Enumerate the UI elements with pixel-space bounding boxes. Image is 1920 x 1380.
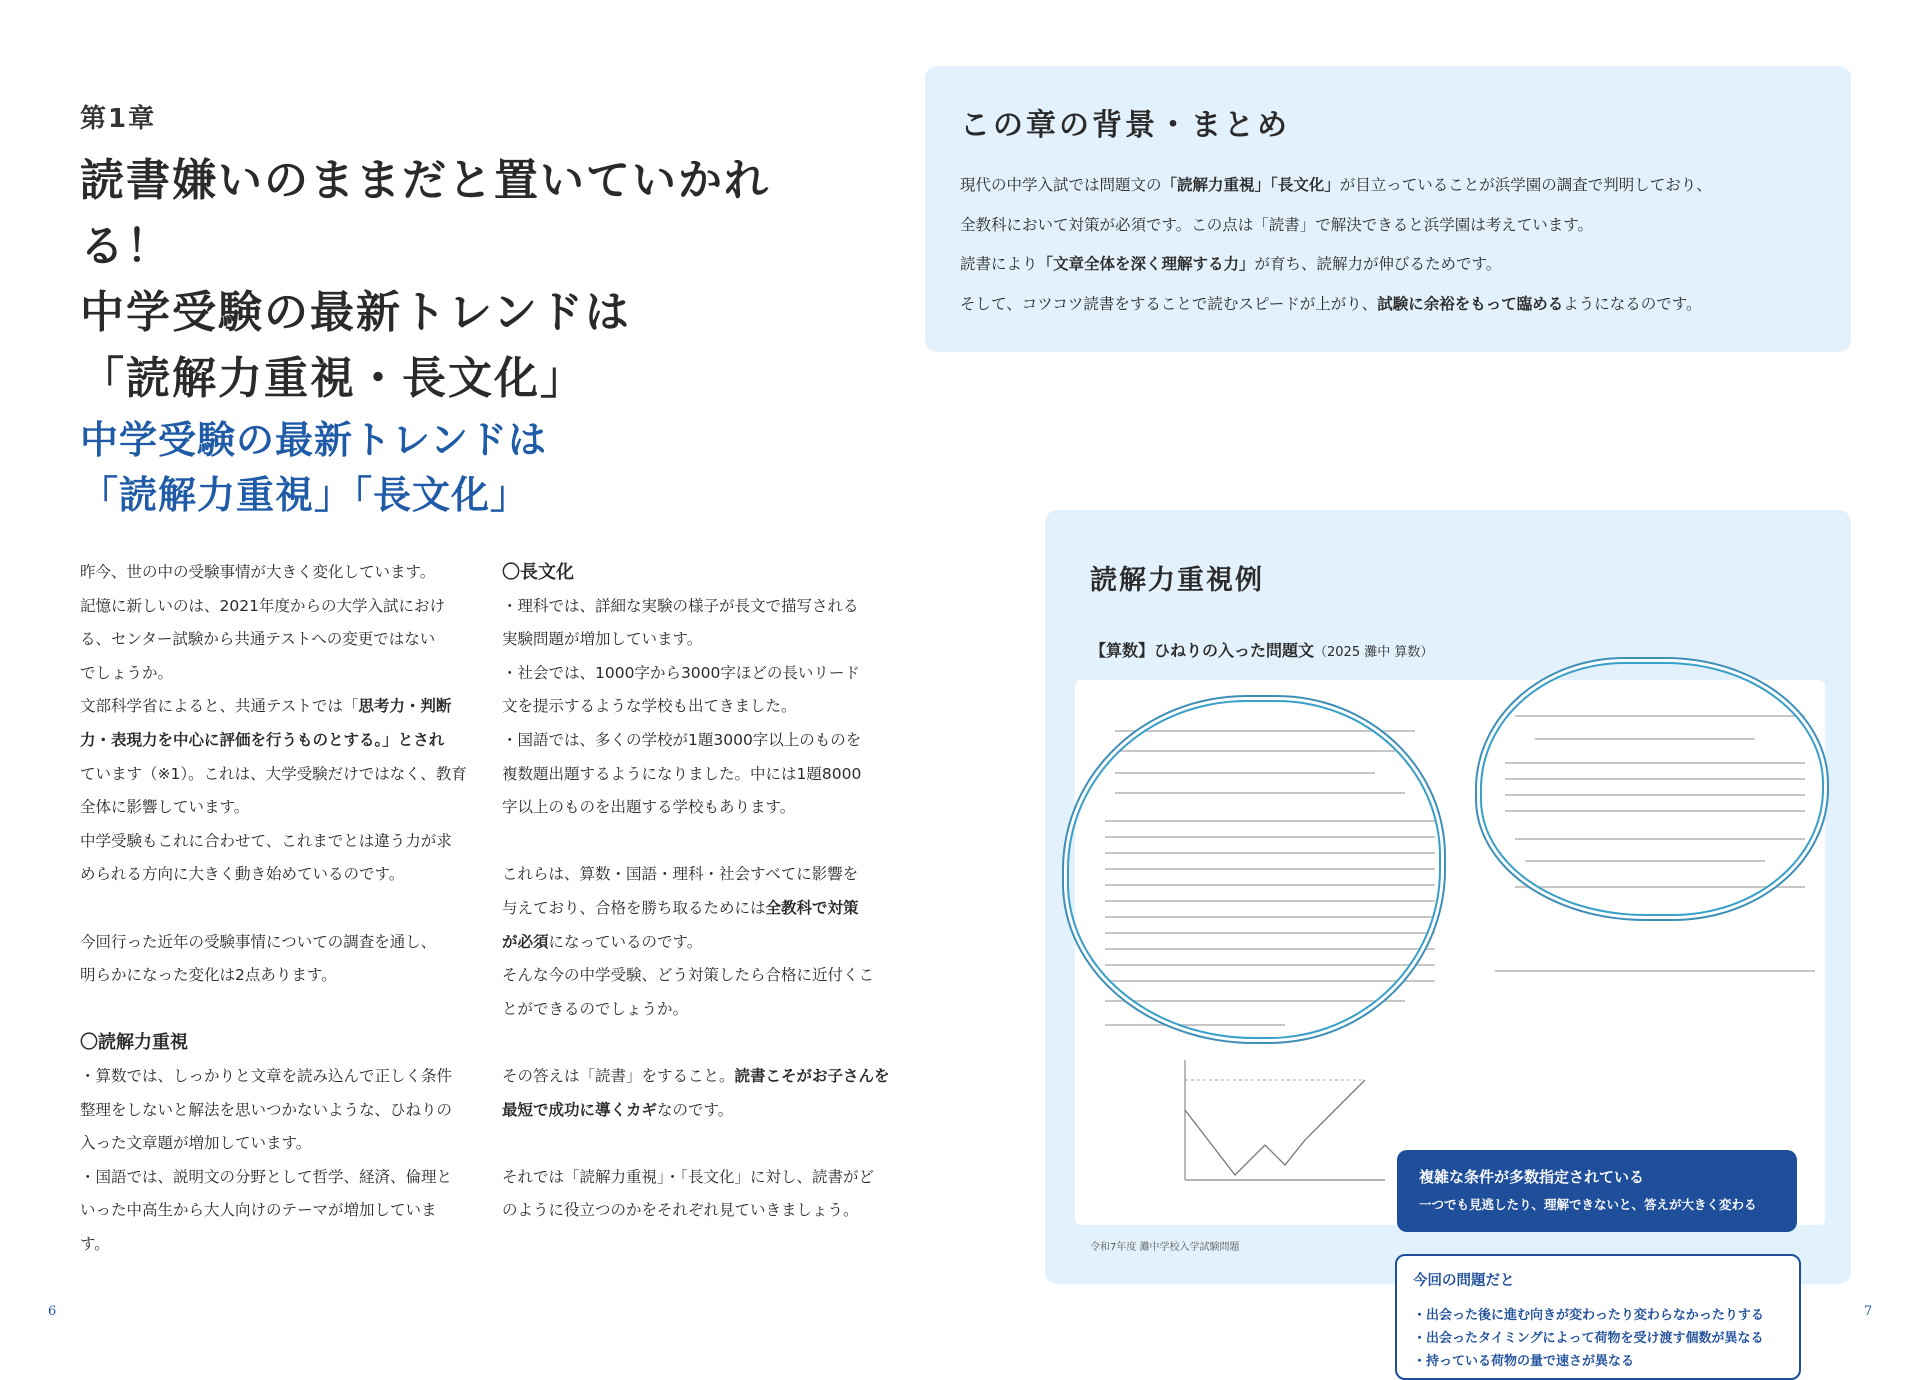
- body-line: が必須になっているのです。: [502, 932, 703, 951]
- body-line: とができるのでしょうか。: [502, 999, 689, 1018]
- chapter-label: 第1章: [80, 104, 157, 134]
- summary-line: 全教科において対策が必須です。この点は「読書」で解決できると浜学園は考えています。: [960, 215, 1594, 234]
- body-column-left: [80, 556, 480, 1261]
- summary-line: そして、コツコツ読書をすることで読むスピードが上がり、試験に余裕をもって臨めるようになるのです。: [960, 294, 1702, 313]
- body-line: 記憶に新しいのは、2021年度からの大学入試におけ: [80, 596, 445, 615]
- graph-sketch: [1155, 1050, 1395, 1190]
- chapter-title-line: 中学受験の最新トレンドは: [80, 287, 631, 338]
- callout-light-title: 今回の問題だと: [1413, 1273, 1515, 1289]
- body-line: 与えており、合格を勝ち取るためには全教科で対策: [502, 898, 859, 917]
- chapter-title-line: 「読解力重視・長文化」: [80, 353, 586, 404]
- section-title-line: 中学受験の最新トレンドは: [80, 418, 548, 462]
- body-line: のように役立つのかをそれぞれ見ていきましょう。: [502, 1201, 859, 1220]
- body-line: そんな今の中学受験、どう対策したら合格に近付くこ: [502, 966, 875, 985]
- body-line: められる方向に大きく動き始めているのです。: [80, 865, 405, 884]
- body-line: ・社会では、1000字から3000字ほどの長いリード: [502, 663, 860, 682]
- body-line: 整理をしないと解法を思いつかないような、ひねりの: [80, 1100, 453, 1119]
- body-line: その答えは「読書」をすること。読書こそがお子さんを: [502, 1066, 890, 1085]
- body-line: 入った文章題が増加しています。: [80, 1134, 312, 1153]
- example-box: [1045, 510, 1851, 1369]
- summary-line: 現代の中学入試では問題文の「読解力重視」「長文化」が目立っていることが浜学園の調査で判明しており、: [960, 176, 1712, 194]
- callout-list-item: ・出会った後に進む向きが変わったり変わらなかったりする: [1413, 1308, 1764, 1323]
- body-line: 中学受験もこれに合わせて、これまでとは違う力が求: [80, 831, 452, 850]
- subheading-reading: 〇読解力重視: [80, 1032, 188, 1054]
- callout-this-problem: [1395, 1254, 1801, 1380]
- example-caption: 令和7年度 灘中学校入学試験問題: [1090, 1242, 1240, 1253]
- callout-list-item: ・出会ったタイミングによって荷物を受け渡す個数が異なる: [1413, 1331, 1764, 1346]
- body-line: 複数題出題するようになりました。中には1題8000: [502, 764, 862, 783]
- page-number-right: 7: [1864, 1304, 1873, 1319]
- body-line: これらは、算数・国語・理科・社会すべてに影響を: [502, 865, 859, 884]
- example-subheading: 【算数】ひねりの入った問題文（2025 灘中 算数）: [1090, 641, 1434, 660]
- section-title: [80, 413, 700, 523]
- body-line: いった中高生から大人向けのテーマが増加していま: [80, 1201, 437, 1220]
- callout-list-item: ・持っている荷物の量で速さが異なる: [1413, 1354, 1635, 1369]
- summary-box: [925, 66, 1851, 352]
- body-line: それでは「読解力重視」・「長文化」に対し、読書がど: [502, 1167, 875, 1186]
- summary-text: [960, 166, 1840, 324]
- highlight-ring-right: [1480, 662, 1824, 916]
- body-line: 最短で成功に導くカギなのです。: [502, 1100, 734, 1119]
- body-line: でしょうか。: [80, 663, 174, 682]
- callout-subtitle: 一つでも見逃したり、理解できないと、答えが大きく変わる: [1419, 1197, 1757, 1212]
- body-line: 文を提示するような学校も出てきました。: [502, 697, 797, 716]
- callout-title: 複雑な条件が多数指定されている: [1419, 1168, 1645, 1186]
- example-heading: 読解力重視例: [1090, 565, 1264, 596]
- body-line: 実験問題が増加しています。: [502, 630, 703, 649]
- body-line: 今回行った近年の受験事情についての調査を通し、: [80, 932, 437, 951]
- body-line: 文部科学省によると、共通テストでは「思考力・判断: [80, 697, 452, 716]
- body-line: ・国語では、多くの学校が1題3000字以上のものを: [502, 730, 862, 749]
- body-line: 明らかになった変化は2点あります。: [80, 966, 337, 985]
- body-line: ています（※1）。これは、大学受験だけではなく、教育: [80, 764, 467, 783]
- chapter-title: [80, 148, 840, 412]
- body-line: 昨今、世の中の受験事情が大きく変化しています。: [80, 563, 436, 581]
- body-line: ・国語では、説明文の分野として哲学、経済、倫理と: [80, 1167, 453, 1186]
- body-line: 全体に影響しています。: [80, 798, 250, 817]
- chapter-title-line: 読書嫌いのままだと置いていかれる！: [80, 155, 770, 272]
- summary-line: 読書により「文章全体を深く理解する力」が育ち、読解力が伸びるためです。: [960, 255, 1502, 273]
- body-column-right: [502, 556, 897, 1228]
- body-line: す。: [80, 1234, 110, 1253]
- graph-line: [1185, 1080, 1365, 1175]
- highlight-ring-left: [1067, 700, 1441, 1039]
- body-line: ・理科では、詳細な実験の様子が長文で描写される: [502, 596, 859, 615]
- body-line: る、センター試験から共通テストへの変更ではない: [80, 630, 436, 649]
- section-title-line: 「読解力重視」「長文化」: [80, 473, 530, 517]
- callout-complex-conditions: [1397, 1150, 1797, 1232]
- subheading-long-text: 〇長文化: [502, 562, 574, 583]
- summary-heading: この章の背景・まとめ: [960, 108, 1290, 143]
- body-line: 力・表現力を中心に評価を行うものとする。」とされ: [80, 730, 445, 749]
- body-line: 字以上のものを出題する学校もあります。: [502, 798, 796, 817]
- page-number-left: 6: [48, 1304, 57, 1319]
- body-line: ・算数では、しっかりと文章を読み込んで正しく条件: [80, 1066, 453, 1085]
